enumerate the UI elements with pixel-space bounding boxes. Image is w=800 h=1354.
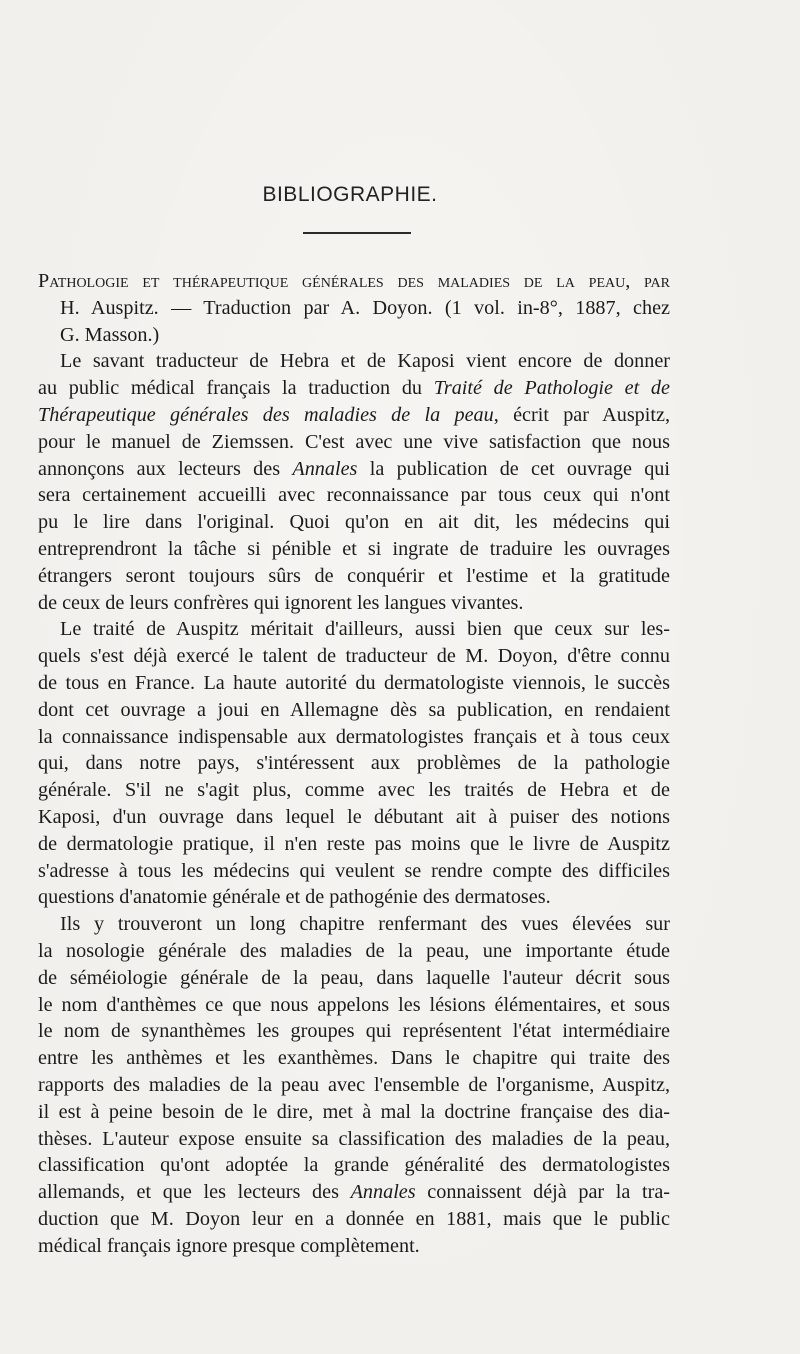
body-line: entre les anthèmes et les exanthèmes. Dans le chapitre qui traite des — [38, 1047, 670, 1070]
body-line: au public médical français la traduction du Traité de Pathologie et de — [38, 377, 670, 400]
body-line: thèses. L'auteur expose ensuite sa classification des maladies de la peau, — [38, 1127, 670, 1150]
body-line: pu le lire dans l'original. Quoi qu'on en ait dit, les médecins qui — [38, 511, 670, 534]
entry-line — [38, 268, 670, 295]
body-line: médical français ignore presque complètement. — [38, 1234, 420, 1257]
body-line: duction que M. Doyon leur en a donnée en 1881, mais que le public — [38, 1207, 670, 1230]
body-line: annonçons aux lecteurs des Annales la publication de cet ouvrage qui — [38, 457, 671, 480]
body-line: de dermatologie pratique, il n'en reste pas moins que le livre de Auspitz — [38, 832, 670, 855]
body-line: s'adresse à tous les médecins qui veulent se rendre compte des difficiles — [38, 859, 670, 882]
title-rule — [303, 232, 411, 234]
body-line: générale. S'il ne s'agit plus, comme avec les traités de Hebra et de — [38, 779, 670, 802]
entry-title: Pathologie et thérapeutique générales des maladies de la peau, par — [38, 270, 670, 292]
bibliographic-entry — [38, 268, 670, 348]
body-line: il est à peine besoin de le dire, met à mal la doctrine française des dia- — [38, 1100, 670, 1123]
review-body — [38, 348, 670, 1259]
body-line: la connaissance indispensable aux dermatologistes français et à tous ceux — [38, 725, 670, 748]
body-line: questions d'anatomie générale et de pathogénie des dermatoses. — [38, 886, 551, 909]
body-line: dont cet ouvrage a joui en Allemagne dès sa publication, en rendaient — [38, 698, 670, 721]
body-line: sera certainement accueilli avec reconnaissance par tous ceux qui n'ont — [38, 484, 670, 507]
body-line: étrangers seront toujours sûrs de conquérir et l'estime et la gratitude — [38, 564, 670, 587]
body-line: allemands, et que les lecteurs des Annales connaissent déjà par la tra- — [38, 1181, 671, 1204]
body-line: Ils y trouveront un long chapitre renfermant des vues élevées sur — [60, 913, 670, 936]
entry-line: H. Auspitz. — Traduction par A. Doyon. (1 vol. in-8°, 1887, chez — [60, 296, 670, 319]
body-line: Kaposi, d'un ouvrage dans lequel le débutant ait à puiser des notions — [38, 805, 670, 828]
body-line: la nosologie générale des maladies de la peau, une importante étude — [38, 939, 670, 962]
body-line: quels s'est déjà exercé le talent de traducteur de M. Doyon, d'être connu — [38, 645, 670, 668]
body-line: Le savant traducteur de Hebra et de Kaposi vient encore de donner — [60, 350, 670, 373]
body-line: qui, dans notre pays, s'intéressent aux problèmes de la pathologie — [38, 752, 670, 775]
body-line: de séméiologie générale de la peau, dans laquelle l'auteur décrit sous — [38, 966, 670, 989]
body-line: entreprendront la tâche si pénible et si ingrate de traduire les ouvrages — [38, 537, 670, 560]
body-line: pour le manuel de Ziemssen. C'est avec une vive satisfaction que nous — [38, 430, 670, 453]
body-line: de ceux de leurs confrères qui ignorent les langues vivantes. — [38, 591, 524, 614]
body-line: Thérapeutique générales des maladies de la peau, écrit par Auspitz, — [38, 403, 670, 426]
body-line: rapports des maladies de la peau avec l'ensemble de l'organisme, Auspitz, — [38, 1073, 670, 1096]
body-line: de tous en France. La haute autorité du dermatologiste viennois, le succès — [38, 671, 670, 694]
section-title: BIBLIOGRAPHIE. — [262, 183, 438, 206]
body-line: Le traité de Auspitz méritait d'ailleurs, aussi bien que ceux sur les- — [60, 618, 670, 641]
body-line: le nom de synanthèmes les groupes qui représentent l'état intermédiaire — [38, 1020, 670, 1043]
body-line: classification qu'ont adoptée la grande généralité des dermatologistes — [38, 1154, 670, 1177]
article-text — [38, 268, 670, 1259]
entry-line: G. Masson.) — [60, 323, 160, 346]
body-line: le nom d'anthèmes ce que nous appelons les lésions élémentaires, et sous — [38, 993, 670, 1016]
